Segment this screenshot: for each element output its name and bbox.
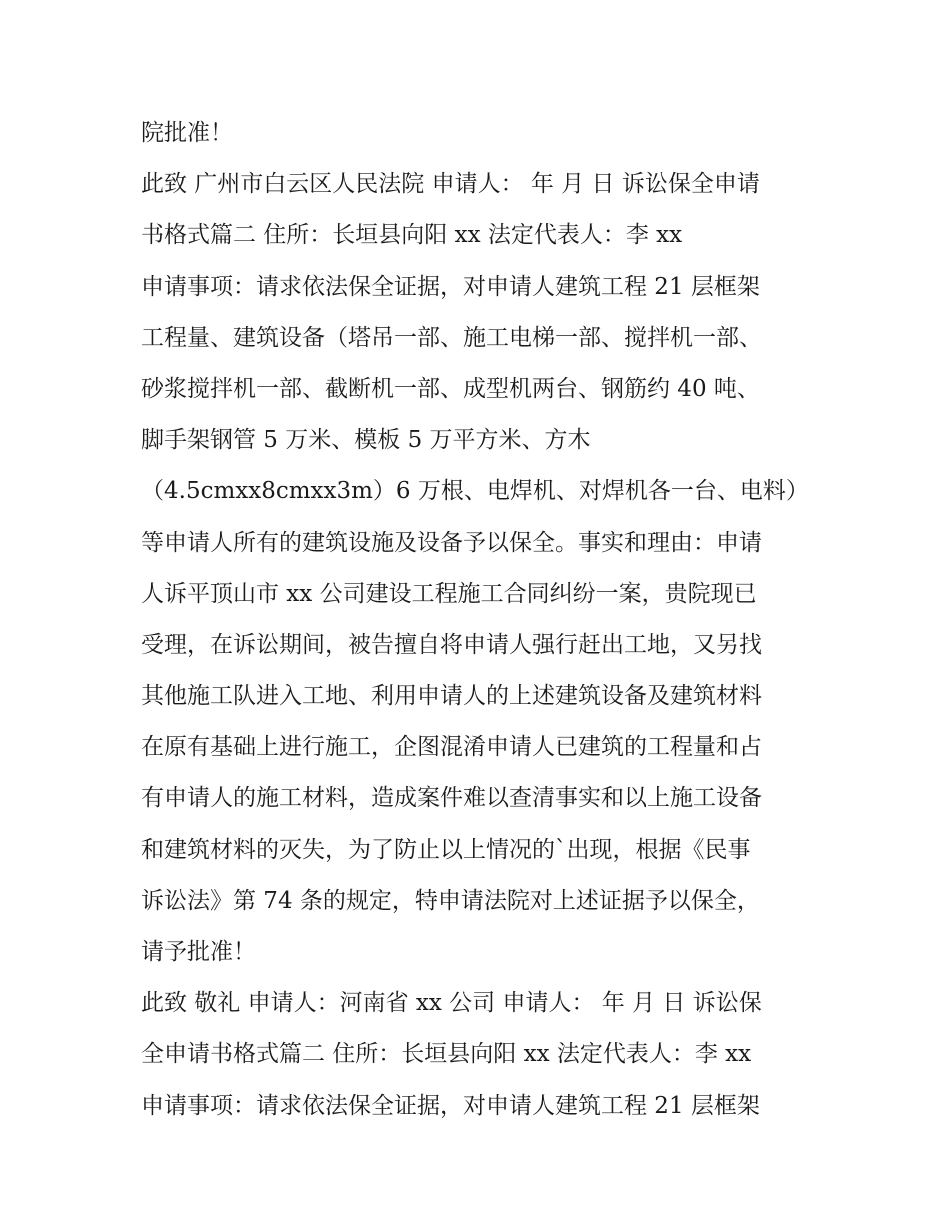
text-line: 此致 广州市白云区人民法院 申请人： 年 月 日 诉讼保全申请: [141, 171, 760, 198]
text-line: 和建筑材料的灭失，为了防止以上情况的`出现，根据《民事: [141, 836, 751, 863]
text-line: 砂浆搅拌机一部、截断机一部、成型机两台、钢筋约 40 吨、: [141, 375, 760, 402]
text-line: 申请事项：请求依法保全证据，对申请人建筑工程 21 层框架: [141, 273, 760, 300]
text-line: 诉讼法》第 74 条的规定，特申请法院对上述证据予以保全，: [141, 887, 760, 914]
text-line: 院批准！: [141, 120, 233, 146]
text-line: 申请事项：请求依法保全证据，对申请人建筑工程 21 层框架: [141, 1092, 760, 1119]
text-line: 请予批准！: [141, 939, 256, 965]
text-line: 有申请人的施工材料，造成案件难以查清事实和以上施工设备: [141, 785, 762, 812]
text-line: 受理，在诉讼期间，被告擅自将申请人强行赶出工地，又另找: [141, 631, 762, 658]
text-line: 书格式篇二 住所：长垣县向阳 xx 法定代表人：李 xx: [141, 222, 683, 249]
text-line: 其他施工队进入工地、利用申请人的上述建筑设备及建筑材料: [141, 683, 762, 710]
document-body: [141, 108, 821, 1132]
text-line: 在原有基础上进行施工，企图混淆申请人已建筑的工程量和占: [141, 734, 762, 761]
text-line: （4.5cmxx8cmxx3m）6 万根、电焊机、对焊机各一台、电料）: [141, 478, 809, 505]
text-line: 人诉平顶山市 xx 公司建设工程施工合同纠纷一案，贵院现已: [141, 580, 757, 607]
text-line: 脚手架钢管 5 万米、模板 5 万平方米、方木: [141, 427, 591, 454]
text-line: 工程量、建筑设备（塔吊一部、施工电梯一部、搅拌机一部、: [141, 324, 762, 351]
text-line: 此致 敬礼 申请人：河南省 xx 公司 申请人： 年 月 日 诉讼保: [141, 990, 762, 1017]
text-line: 全申请书格式篇二 住所：长垣县向阳 xx 法定代表人：李 xx: [141, 1041, 752, 1068]
text-line: 等申请人所有的建筑设施及设备予以保全。事实和理由：申请: [141, 529, 762, 556]
